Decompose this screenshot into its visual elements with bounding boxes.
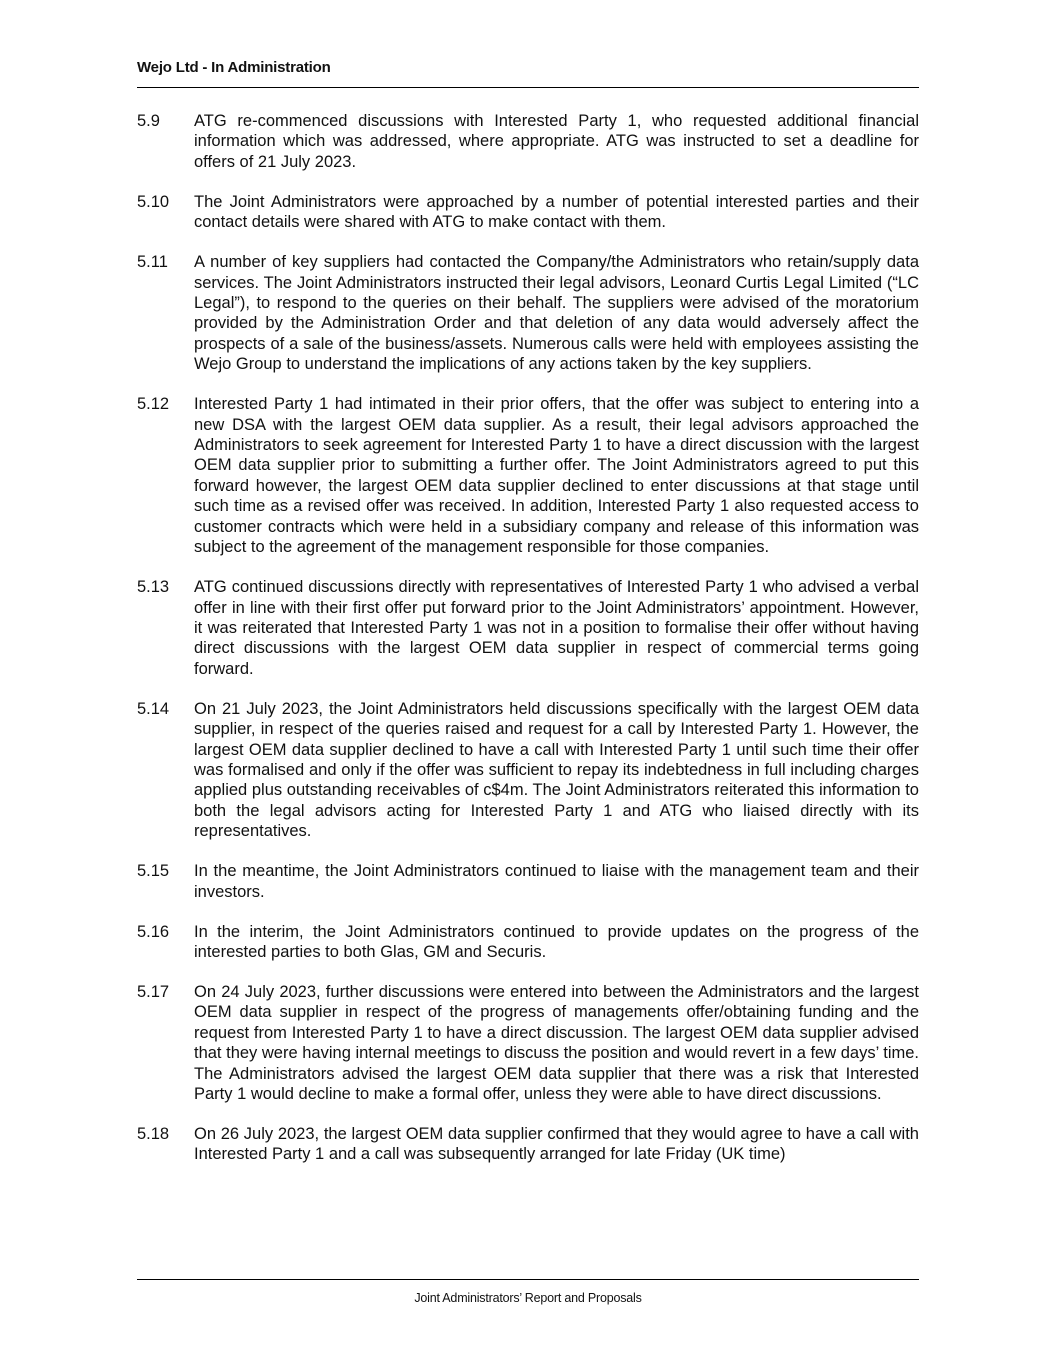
paragraph-5-9 (137, 111, 919, 172)
paragraph-number: 5.11 (137, 253, 168, 272)
paragraph-5-16 (137, 922, 919, 963)
paragraph-number: 5.18 (137, 1125, 170, 1143)
paragraph-text: Interested Party 1 had intimated in their prior offers, that the offer was subject to entering into a new DSA with the largest OEM data supplier. As a result, their legal advisors approached the Administrators to seek agreement for Interested Party 1 to have a direct discussion with the largest OEM data supplier prior to submitting a further offer. The Joint Administrators agreed to put this forward however, the largest OEM data supplier declined to enter discussions at that stage until such time as a revised offer was received. In addition, Interested Party 1 also requested access to customer contracts which were held in a subsidiary company and release of this information was subject to the agreement of the management responsible for those companies. (194, 395, 919, 557)
paragraph-text: On 24 July 2023, further discussions were entered into between the Administrators and the largest OEM data supplier in respect of the progress of managements offer/obtaining funding and the request from Interested Party 1 to have a direct discussion. The largest OEM data supplier advised that they were having internal meetings to discuss the position and would revert in a few days’ time. The Administrators advised the largest OEM data supplier that there was a risk that Interested Party 1 would decline to make a formal offer, unless they were able to have direct discussions. (194, 982, 919, 1103)
page-header: Wejo Ltd - In Administration (137, 59, 331, 76)
paragraph-number: 5.17 (137, 982, 170, 1001)
paragraph-text: On 21 July 2023, the Joint Administrators held discussions specifically with the largest OEM data supplier, in respect of the queries raised and request for a call by Interested Party 1. However, the largest OEM data supplier declined to have a call with Interested Party 1 until such time their offer was formalised and only if the offer was sufficient to repay its indebtedness in full including charges applied plus outstanding receivables of c$4m. The Joint Administrators reiterated this information to both the legal advisors acting for Interested Party 1 and ATG who liaised directly with its representatives. (194, 699, 919, 841)
paragraph-5-14 (137, 699, 919, 842)
footer-divider (137, 1279, 919, 1280)
paragraph-5-15 (137, 861, 919, 902)
paragraph-text: ATG re-commenced discussions with Interested Party 1, who requested additional financial information which was addressed, where appropriate. ATG was instructed to set a deadline for offers of 21 July 2023. (194, 112, 919, 171)
paragraph-5-13 (137, 577, 919, 679)
paragraph-number: 5.9 (137, 112, 160, 130)
paragraph-number: 5.15 (137, 862, 170, 881)
paragraph-5-10 (137, 192, 919, 233)
paragraph-5-18 (137, 1124, 919, 1165)
paragraph-text: A number of key suppliers had contacted the Company/the Administrators who retain/supply data services. The Joint Administrators instructed their legal advisors, Leonard Curtis Legal Limited (“LC Legal”), to respond to the queries on their behalf. The suppliers were advised of the moratorium provided by the Administration Order and that deletion of any data would adversely affect the prospects of a sale of the business/assets. Numerous calls were held with employees assisting the Wejo Group to understand the implications of any actions taken by the key suppliers. (194, 253, 919, 374)
paragraph-5-11 (137, 252, 919, 374)
paragraph-5-17 (137, 982, 919, 1104)
paragraph-5-12 (137, 394, 919, 557)
header-divider (137, 87, 919, 88)
paragraph-text: In the meantime, the Joint Administrators continued to liaise with the management team and their investors. (194, 862, 919, 901)
paragraph-text: The Joint Administrators were approached by a number of potential interested parties and their contact details were shared with ATG to make contact with them. (194, 192, 919, 232)
paragraph-number: 5.16 (137, 922, 170, 941)
paragraph-text: ATG continued discussions directly with representatives of Interested Party 1 who advised a verbal offer in line with their first offer put forward prior to the Joint Administrators’ appointment. However, it was reiterated that Interested Party 1 was not in a position to formalise their offer without having direct discussions with the largest OEM data supplier in respect of commercial terms going forward. (194, 578, 919, 678)
paragraph-text: In the interim, the Joint Administrators continued to provide updates on the progress of the interested parties to both Glas, GM and Securis. (194, 922, 919, 961)
page-footer: Joint Administrators’ Report and Proposals (414, 1291, 642, 1305)
document-body (137, 111, 919, 1184)
paragraph-number: 5.14 (137, 699, 170, 718)
paragraph-text: On 26 July 2023, the largest OEM data supplier confirmed that they would agree to have a call with Interested Party 1 and a call was subsequently arranged for late Friday (UK time) (194, 1125, 919, 1164)
paragraph-number: 5.10 (137, 192, 170, 211)
paragraph-number: 5.12 (137, 395, 170, 414)
paragraph-number: 5.13 (137, 578, 170, 597)
